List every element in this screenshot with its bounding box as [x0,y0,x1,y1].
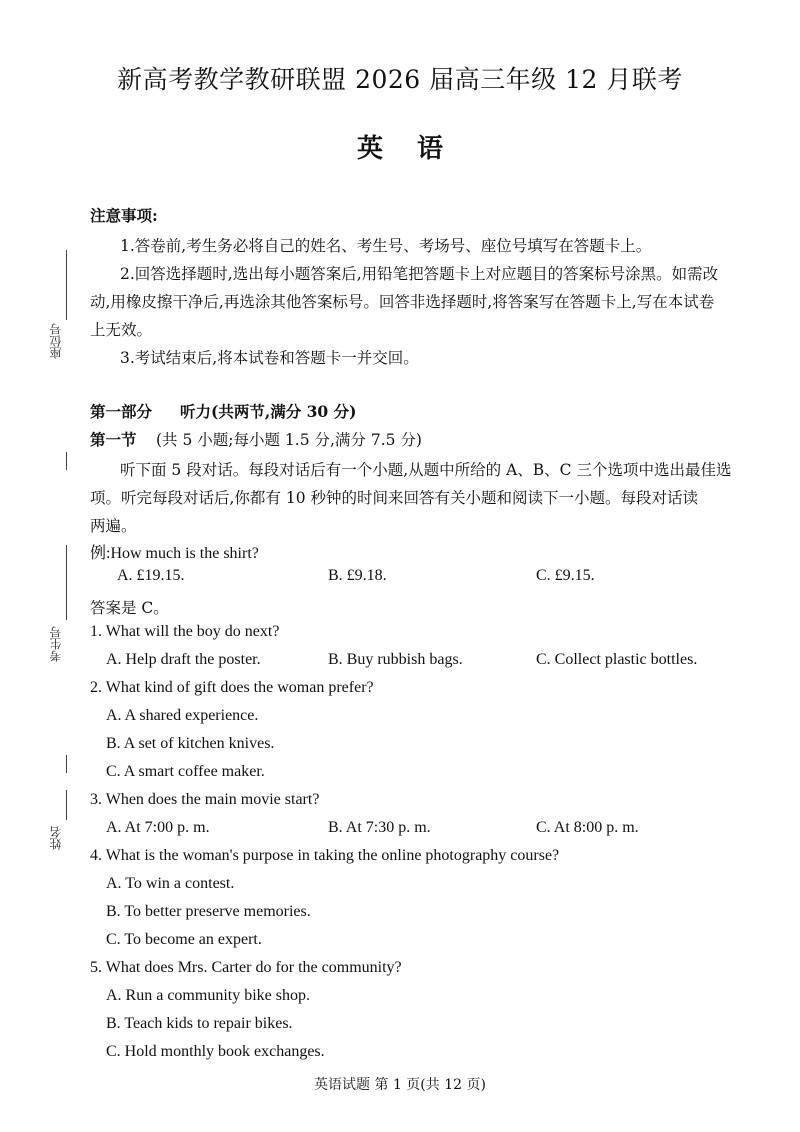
question-5-option-c: C. Hold monthly book exchanges. [106,1043,325,1060]
notice-line-1: 1.答卷前,考生务必将自己的姓名、考生号、考场号、座位号填写在答题卡上。 [120,237,652,255]
question-4-option-a: A. To win a contest. [106,875,235,892]
notice-line-2c: 上无效。 [90,321,153,339]
section-one-label: 第一节 [90,430,137,449]
question-4-option-b: B. To better preserve memories. [106,903,311,920]
question-3-option-c: C. At 8:00 p. m. [536,819,639,836]
subject-title: 英语 [356,134,477,164]
question-3-option-b: B. At 7:30 p. m. [328,819,431,836]
notice-line-3: 3.考试结束后,将本试卷和答题卡一并交回。 [120,349,419,367]
page-footer: 英语试题 第 1 页(共 12 页) [314,1077,486,1093]
exam-title: 新高考教学教研联盟 2026 届高三年级 12 月联考 [117,65,683,94]
binding-line-top [66,250,67,320]
question-5-option-a: A. Run a community bike shop. [106,987,310,1004]
example-option-a: A. £19.15. [117,567,185,584]
question-2-stem: 2. What kind of gift does the woman prefer? [90,679,374,696]
question-3-stem: 3. When does the main movie start? [90,791,320,808]
intro-line-a: 听下面 5 段对话。每段对话后有一个小题,从题中所给的 A、B、C 三个选项中选出最佳选 [120,461,732,479]
binding-mark-2 [66,755,67,773]
question-4-option-c: C. To become an expert. [106,931,262,948]
notice-heading: 注意事项: [90,206,158,225]
intro-line-b: 项。听完每段对话后,你都有 10 秒钟的时间来回答有关小题和阅读下一小题。每段对话读 [90,489,699,507]
seat-number-label: 座位号 [49,323,63,359]
question-2-option-c: C. A smart coffee maker. [106,763,265,780]
question-5-stem: 5. What does Mrs. Carter do for the community? [90,959,402,976]
name-label: 姓名 [49,826,63,850]
part-one-heading: 第一部分 [90,402,153,421]
exam-number-label: 考生号 [49,626,63,662]
example-option-b: B. £9.18. [328,567,387,584]
example-question: 例:How much is the shirt? [90,545,259,562]
intro-line-c: 两遍。 [90,517,137,535]
question-4-stem: 4. What is the woman's purpose in taking the online photography course? [90,847,560,864]
notice-line-2a: 2.回答选择题时,选出每小题答案后,用铅笔把答题卡上对应题目的答案标号涂黑。如需改 [120,265,719,283]
example-option-c: C. £9.15. [536,567,595,584]
part-one-title: 听力(共两节,满分 30 分) [180,402,357,421]
binding-line-mid [66,545,67,620]
question-1-option-c: C. Collect plastic bottles. [536,651,698,668]
question-2-option-a: A. A shared experience. [106,707,259,724]
question-2-option-b: B. A set of kitchen knives. [106,735,275,752]
question-3-option-a: A. At 7:00 p. m. [106,819,210,836]
section-one-info: (共 5 小题;每小题 1.5 分,满分 7.5 分) [156,431,422,449]
notice-line-2b: 动,用橡皮擦干净后,再选涂其他答案标号。回答非选择题时,将答案写在答题卡上,写在本试卷 [90,293,715,311]
binding-mark-1 [66,452,67,470]
example-answer: 答案是 C。 [90,599,169,617]
question-1-option-b: B. Buy rubbish bags. [328,651,463,668]
binding-line-low [66,790,67,820]
question-5-option-b: B. Teach kids to repair bikes. [106,1015,293,1032]
question-1-stem: 1. What will the boy do next? [90,623,280,640]
question-1-option-a: A. Help draft the poster. [106,651,261,668]
